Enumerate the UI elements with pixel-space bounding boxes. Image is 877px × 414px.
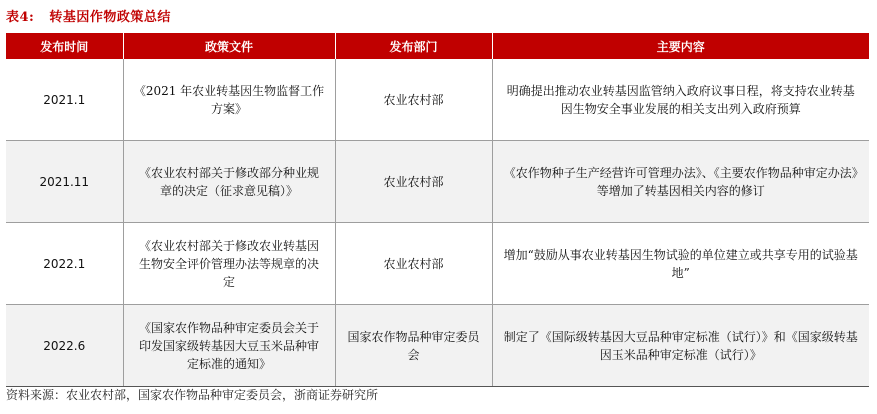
cell-document: 《农业农村部关于修改农业转基因生物安全评价管理办法等规章的决定 (123, 223, 335, 305)
cell-content: 《农作物种子生产经营许可管理办法》、《主要农作物品种审定办法》等增加了转基因相关内容的修订 (492, 141, 869, 223)
cell-date: 2022.1 (6, 223, 123, 305)
cell-department: 农业农村部 (335, 59, 492, 141)
table-caption (6, 6, 171, 25)
policy-table (6, 33, 869, 387)
table-title: 转基因作物政策总结 (49, 10, 171, 25)
source-note: 资料来源：农业农村部，国家农作物品种审定委员会，浙商证券研究所 (6, 388, 379, 402)
cell-date: 2021.11 (6, 141, 123, 223)
cell-department: 国家农作物品种审定委员会 (335, 305, 492, 387)
header-document: 政策文件 (123, 33, 335, 59)
cell-content: 制定了《国际级转基因大豆品种审定标准（试行）》和《国家级转基因玉米品种审定标准（试行）》 (492, 305, 869, 387)
cell-document: 《农业农村部关于修改部分种业规章的决定（征求意见稿）》 (123, 141, 335, 223)
cell-date: 2022.6 (6, 305, 123, 387)
header-content: 主要内容 (492, 33, 869, 59)
cell-content: 明确提出推动农业转基因监管纳入政府议事日程，将支持农业转基因生物安全事业发展的相关支出列入政府预算 (492, 59, 869, 141)
cell-department: 农业农村部 (335, 141, 492, 223)
table-header-row (6, 33, 869, 59)
table-row (6, 305, 869, 387)
cell-date: 2021.1 (6, 59, 123, 141)
cell-content: 增加“鼓励从事农业转基因生物试验的单位建立或共享专用的试验基地” (492, 223, 869, 305)
table-row (6, 59, 869, 141)
cell-document: 《2021 年农业转基因生物监督工作方案》 (123, 59, 335, 141)
cell-department: 农业农村部 (335, 223, 492, 305)
table-row (6, 223, 869, 305)
header-department: 发布部门 (335, 33, 492, 59)
header-date: 发布时间 (6, 33, 123, 59)
cell-document: 《国家农作物品种审定委员会关于印发国家级转基因大豆玉米品种审定标准的通知》 (123, 305, 335, 387)
table-row (6, 141, 869, 223)
table-number: 表4: (6, 10, 35, 25)
